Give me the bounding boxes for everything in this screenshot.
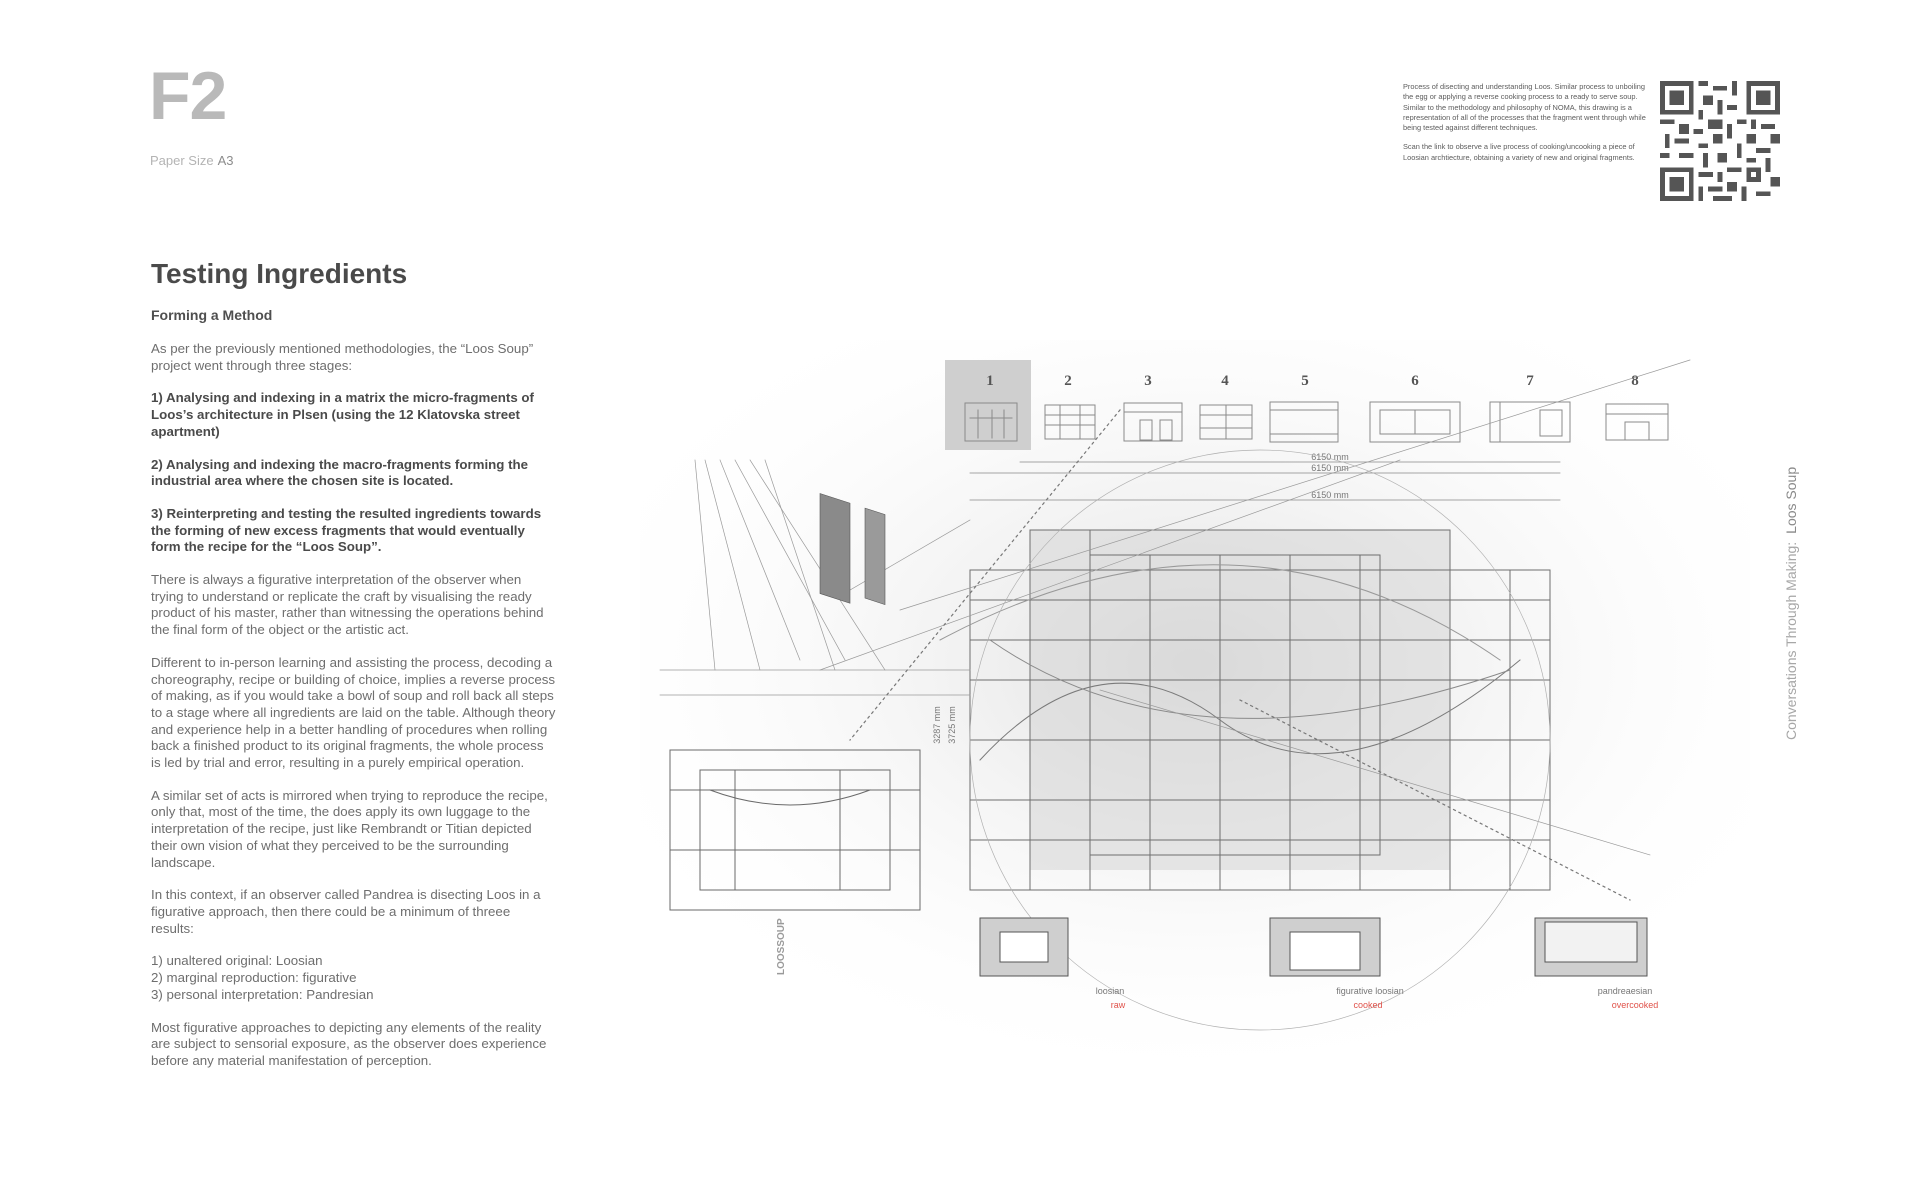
article-body [151,341,556,1086]
intro-paragraph: As per the previously mentioned methodologies, the “Loos Soup” project went through three stages: [151,341,534,373]
column-number: 8 [1631,373,1639,389]
dimension-label: 6150 mm [1311,463,1349,473]
variant-name: figurative loosian [1336,986,1404,996]
sheet-code: F2 [149,58,227,134]
note-paragraph: Scan the link to observe a live process of cooking/uncooking a piece of Loosian archtiecture, obtaining a variety of new and original fragments. [1403,142,1635,162]
architectural-drawing [640,340,1750,1060]
result-item: 2) marginal reproduction: figurative [151,970,357,986]
section-subtitle: Forming a Method [151,307,273,323]
variant-state: cooked [1353,1000,1383,1010]
paragraph-context: In this context, if an observer called Pandrea is disecting Loos in a figurative approach, then there could be a minimum of threee results: [151,887,541,936]
qr-code-icon[interactable] [1660,81,1780,201]
variant-name: loosian [1095,986,1125,996]
dimension-label: 6150 mm [1311,490,1349,500]
column-number: 1 [986,373,994,389]
dimension-label: 3725 mm [947,706,957,744]
stage-3: 3) Reinterpreting and testing the resulted ingredients towards the forming of new excess fragments that would eventually form the recipe for the “Loos Soup”. [151,505,542,555]
side-title [1783,467,1799,740]
page-title: Testing Ingredients [151,258,408,289]
column-number: 6 [1411,373,1419,389]
result-item: 1) unaltered original: Loosian [151,953,323,969]
results-list [151,953,556,1003]
paragraph-interpretation: There is always a figurative interpretation of the observer when trying to understand or replicate the craft by visualising the ready product of his master, rather than witnessing the operations behind the final form of the object or the artistic act. [151,572,544,638]
stage-2: 2) Analysing and indexing the macro-fragments forming the industrial area where the chosen site is located. [151,456,529,489]
loos-soup-stamp: LOOSSOUP [776,918,787,975]
side-title-name: Loos Soup [1783,466,1799,534]
paragraph-final: Most figurative approaches to depicting any elements of the reality are subject to sensorial exposure, as the observer does experience before any material manifestation of perception. [151,1019,547,1068]
column-number: 4 [1221,373,1229,389]
side-title-prefix: Conversations Through Making: [1783,541,1799,740]
result-item: 3) personal interpretation: Pandresian [151,986,374,1002]
dimension-label: 6150 mm [1311,452,1349,462]
variant-state: raw [1110,1000,1126,1010]
paper-size-label: Paper Size [150,153,214,168]
variant-state: overcooked [1611,1000,1659,1010]
column-number: 5 [1301,373,1309,389]
column-number: 3 [1144,373,1152,389]
variant-name: pandreaesian [1597,986,1653,996]
paper-size-value: A3 [217,153,234,168]
dimension-label: 3287 mm [932,706,942,744]
process-note [1403,82,1647,172]
stage-1: 1) Analysing and indexing in a matrix the micro-fragments of Loos’s architecture in Plsen (using the 12 Klatovska street apartment) [151,390,534,439]
paragraph-reverse-process: Different to in-person learning and assisting the process, decoding a choreography, recipe or building of choice, implies a reverse process of making, as if you would take a bowl of soup and roll back all steps to a stage where all ingredients are laid on the table. Although theory and experience help in a better handling of procedures when rolling back a finished product to its original fragments, the whole process is led by trial and error, resulting in a purely empirical operation. [151,654,556,771]
paper-size [150,153,234,168]
column-number: 7 [1526,373,1534,389]
note-paragraph: Process of disecting and understanding Loos. Similar process to unboiling the egg or applying a reverse cooking process to a ready to serve soup. Similar to the methodology and philosophy of NOMA, this drawing is a representation of all of the processes that the fragment went through while being tested against different techniques. [1403,82,1646,133]
paragraph-mirror: A similar set of acts is mirrored when trying to reproduce the recipe, only that, most of the time, the does apply its own luggage to the interpretation of the recipe, just like Rembrandt or Titian depicted their own vision of what they perceived to be the surrounding landscape. [151,787,548,870]
column-number: 2 [1064,373,1072,389]
